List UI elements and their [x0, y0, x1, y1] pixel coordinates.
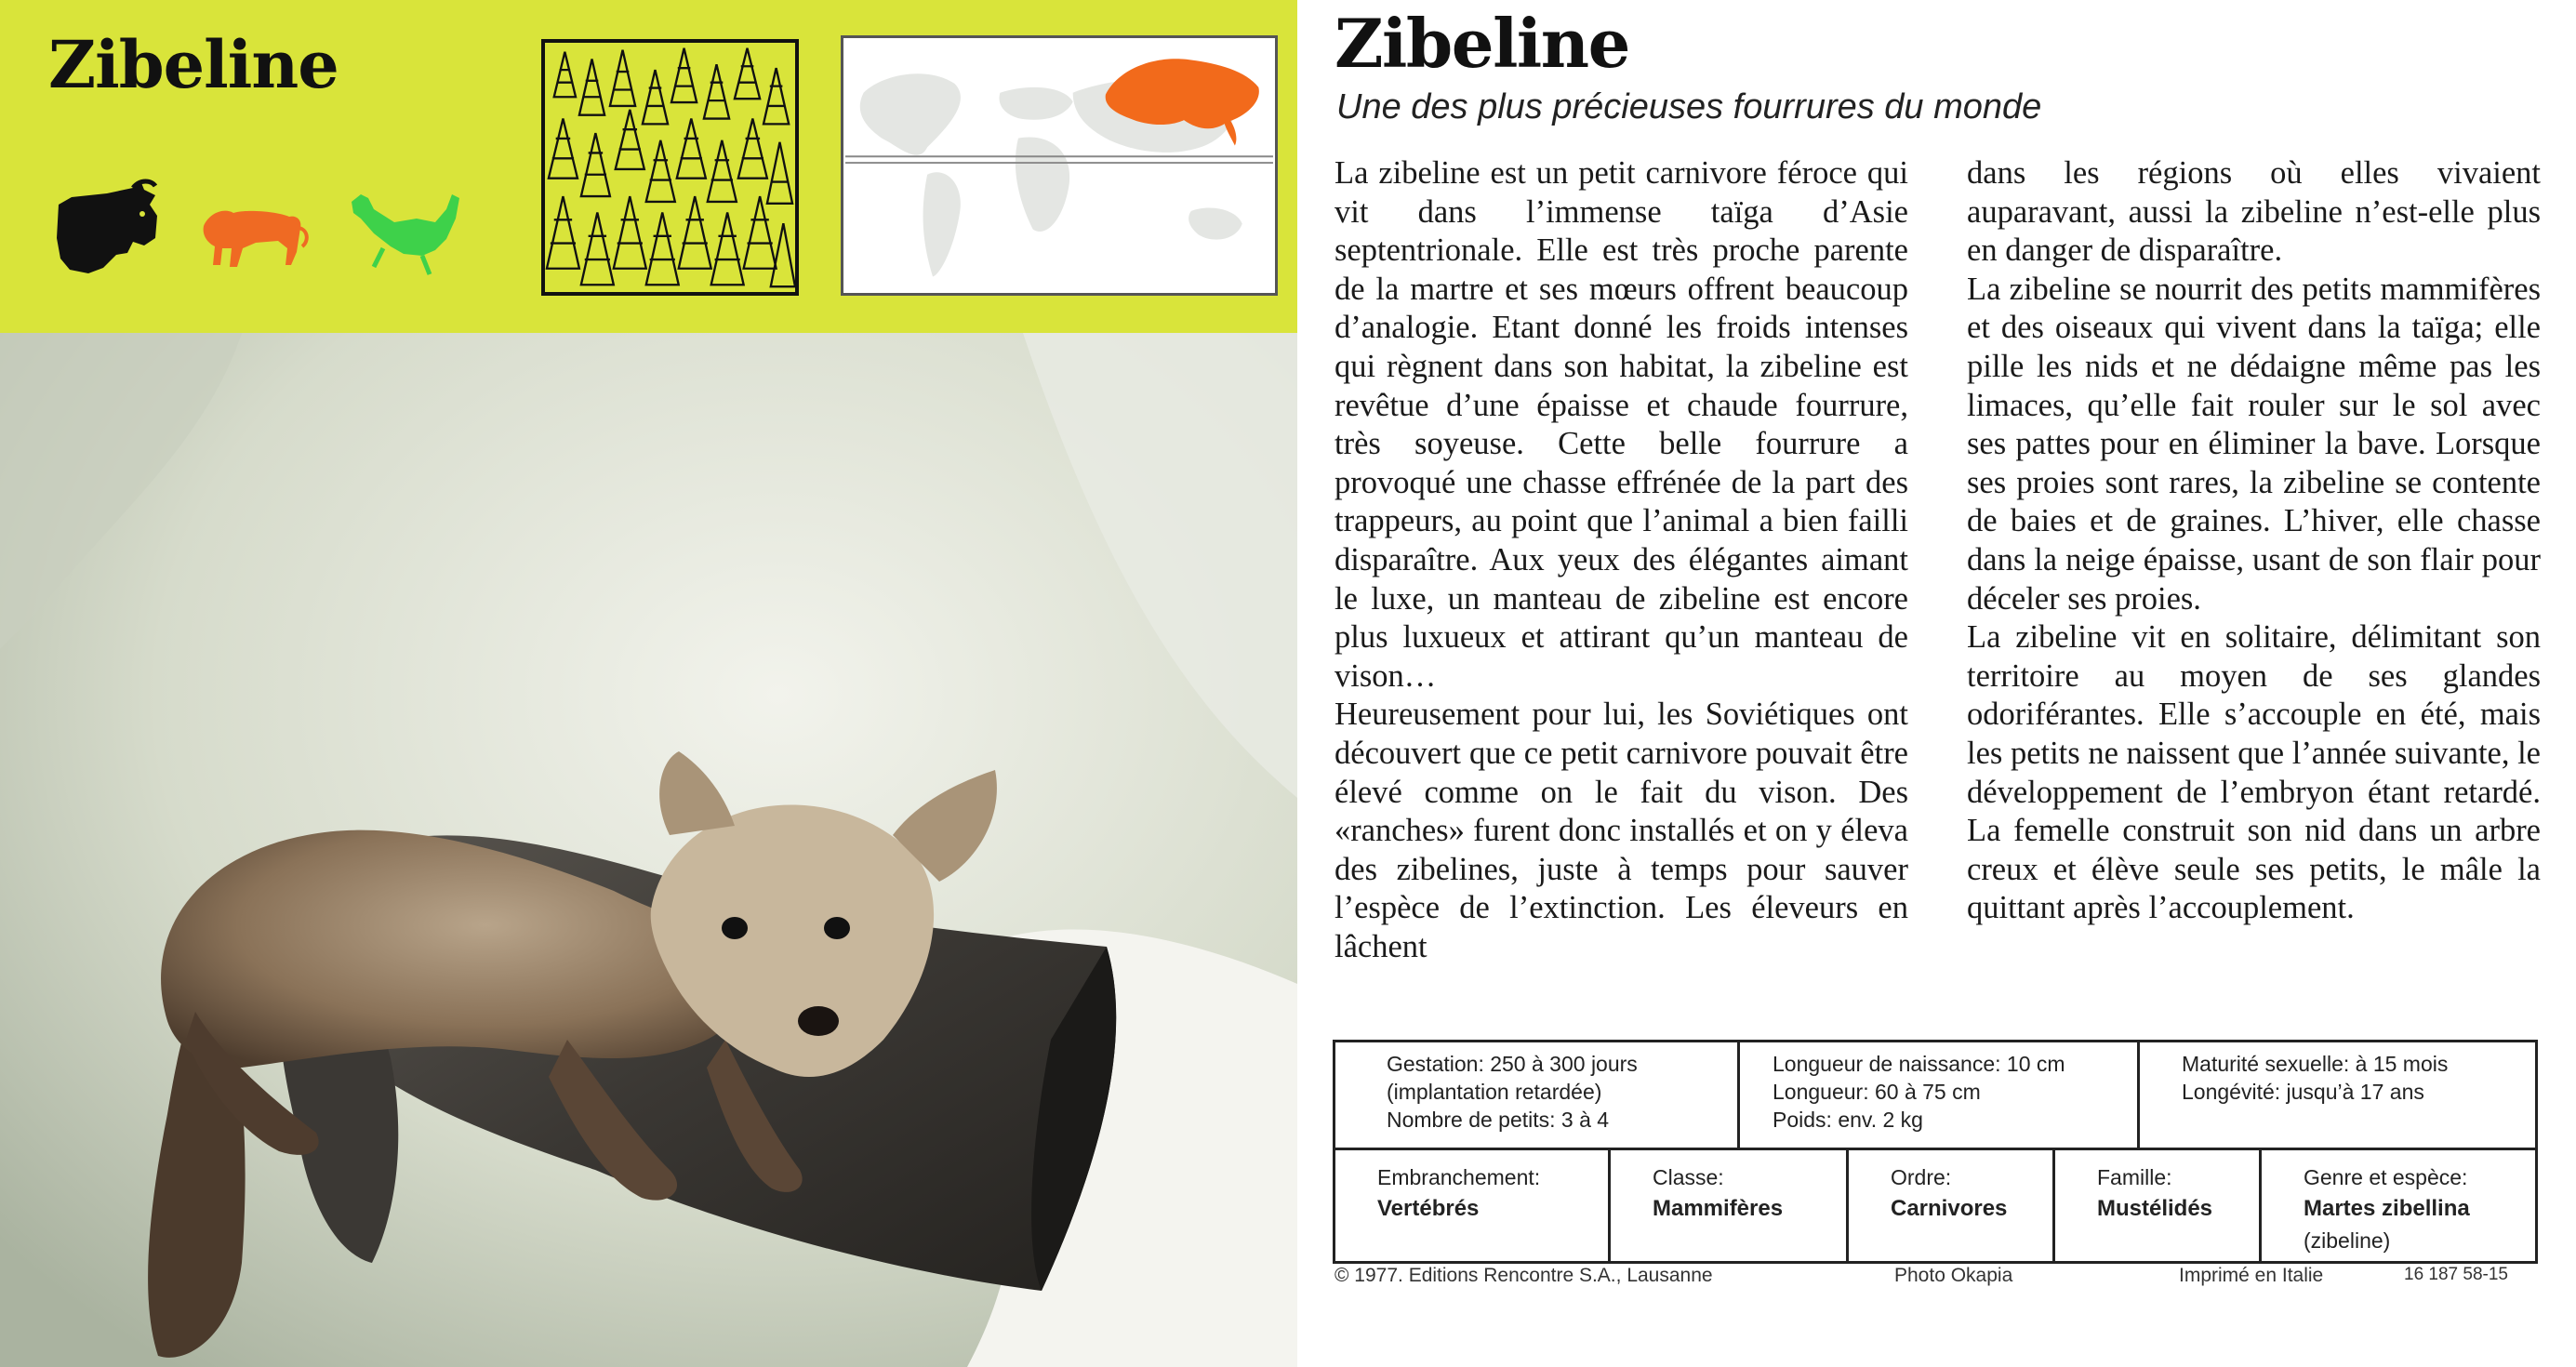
facts-table: [1333, 1040, 2538, 1264]
class-value: Mammifères: [1653, 1196, 1784, 1221]
forest-habitat-icon: [545, 43, 795, 292]
order-label: Ordre:: [1891, 1165, 1952, 1189]
paragraph: Heureusement pour lui, les Soviétiques ont découvert que ce petit carnivore pouvait être élevé comme on le fait du vison. Des «ranches» furent donc installés et on y éleva des zibelines, juste à temps pour sauver l’espèce de l’extinction. Les éleveurs en lâchent: [1334, 697, 1908, 964]
phylum-cell: [1335, 1150, 1608, 1261]
paragraph: dans les régions où elles vivaient auparavant, aussi la zibeline n’est-elle plus en danger de disparaître.: [1967, 155, 2541, 269]
gestation-text: Gestation: 250 à 300 jours: [1387, 1052, 1638, 1076]
back-card: [1297, 0, 2576, 1367]
printed-in: Imprimé en Italie: [2179, 1265, 2324, 1286]
text-column-1: [1334, 154, 1908, 966]
phylum-label: Embranchement:: [1377, 1165, 1541, 1189]
sable-photo: [0, 333, 1297, 1367]
maturity-text: Maturité sexuelle: à 15 mois: [2182, 1052, 2449, 1076]
implantation-text: (implantation retardée): [1387, 1080, 1602, 1104]
paragraph: La zibeline vit en solitaire, délimitant son territoire au moyen de ses glandes odoriférantes. Elle s’accouple en été, mais les petits ne naissent que l’année suivante, le développement de l’embryon étant retardé. La femelle construit son nid dans un arbre creux et élève seule ses petits, le mâle la quittant après l’accouplement.: [1967, 619, 2541, 926]
distribution-map: [841, 35, 1278, 296]
lion-icon: [200, 200, 312, 270]
paragraph: La zibeline se nourrit des petits mammifères et des oiseaux qui vivent dans la taïga; elle pille les nids et ne dédaigne même pas les limaces, qu’elle fait rouler sur le sol avec ses pattes pour en éliminer la bave. Lorsque ses proies sont rares, la zibeline se contente de baies et de graines. L’hiver, elle chasse dans la neige épaisse, usant de son flair pour déceler ses proies.: [1967, 271, 2541, 617]
class-cell: [1608, 1150, 1846, 1261]
card-code: 16 187 58-15: [2404, 1265, 2508, 1284]
classification-row: [1335, 1148, 2535, 1261]
buffalo-icon: [51, 177, 163, 279]
family-value: Mustélidés: [2097, 1196, 2213, 1221]
text-column-2: [1967, 154, 2541, 928]
litter-size-text: Nombre de petits: 3 à 4: [1387, 1108, 1610, 1132]
family-cell: [2052, 1150, 2259, 1261]
article-title: Zibeline: [1334, 4, 1629, 83]
paragraph: La zibeline est un petit carnivore féroce qui vit dans l’immense taïga d’Asie septentrionale. Elle est très proche parente de la martre et ses mœurs offrent beaucoup d’analogie. Etant donné les froids intenses qui règnent dans son habitat, la zibeline est revêtue d’une épaisse et chaude fourrure, très soyeuse. Cette belle fourrure a provoqué une chasse effrénée de la part des trappeurs, au point que l’animal a bien failli disparaître. Aux yeux des élégantes aimant le luxe, un manteau de zibeline est encore plus luxueux et attirant qu’un manteau de vison…: [1334, 155, 1908, 694]
species-common-name: (zibeline): [2304, 1228, 2391, 1253]
weight-text: Poids: env. 2 kg: [1773, 1108, 1923, 1132]
reproduction-cell: [1335, 1042, 1737, 1148]
birth-length-text: Longueur de naissance: 10 cm: [1773, 1052, 2065, 1076]
order-value: Carnivores: [1891, 1196, 2008, 1221]
article-subtitle: Une des plus précieuses fourrures du monde: [1336, 87, 2042, 126]
phylum-value: Vertébrés: [1377, 1196, 1480, 1221]
species-label: Genre et espèce:: [2304, 1165, 2468, 1189]
copyright-text: © 1977. Editions Rencontre S.A., Lausanne: [1334, 1265, 1713, 1286]
facts-row: [1335, 1042, 2535, 1148]
family-label: Famille:: [2097, 1165, 2172, 1189]
sable-on-glove-image: [0, 333, 1297, 1367]
marten-icon: [346, 181, 462, 279]
card-title: Zibeline: [48, 26, 339, 103]
lifespan-cell: [2137, 1042, 2535, 1148]
photo-credit: Photo Okapia: [1894, 1265, 2013, 1286]
order-cell: [1846, 1150, 2052, 1261]
habitat-forest-icon: [541, 39, 799, 296]
species-cell: [2259, 1150, 2535, 1261]
size-cell: [1737, 1042, 2137, 1148]
world-map-icon: [843, 38, 1275, 293]
species-value: Martes zibellina: [2304, 1196, 2470, 1221]
class-label: Classe:: [1653, 1165, 1724, 1189]
length-text: Longueur: 60 à 75 cm: [1773, 1080, 1981, 1104]
longevity-text: Longévité: jusqu’à 17 ans: [2182, 1080, 2424, 1104]
header-band: [0, 0, 1297, 333]
